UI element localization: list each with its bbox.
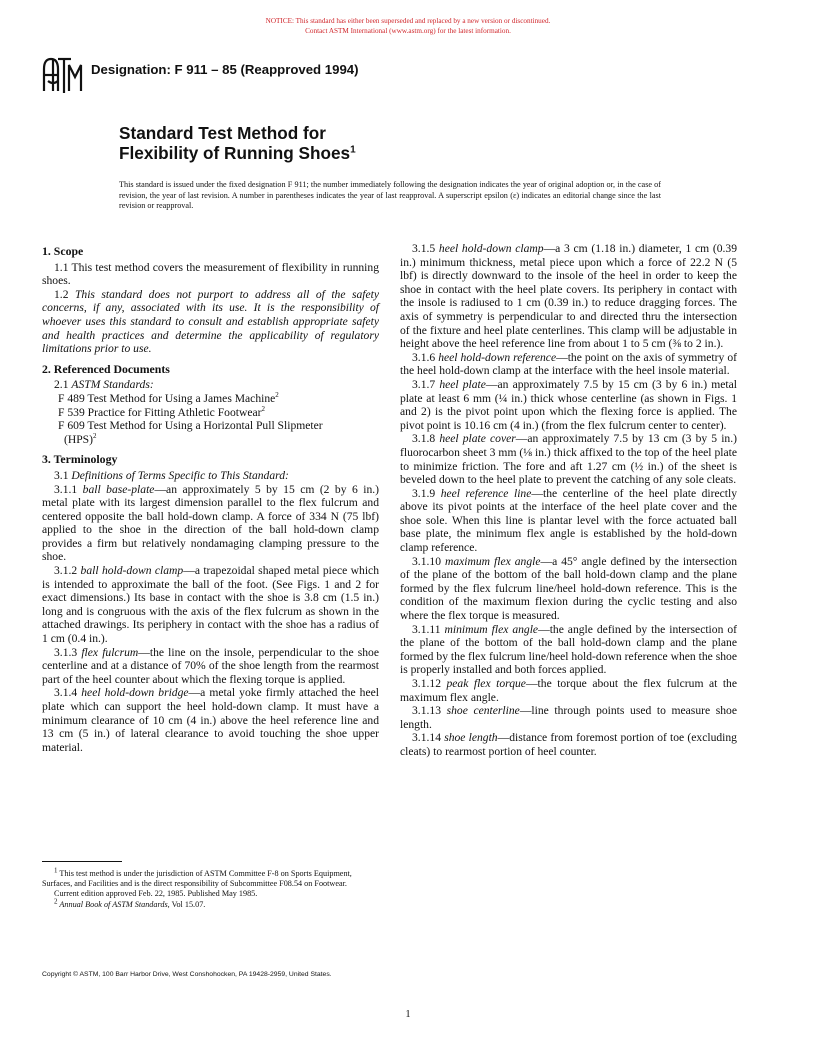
reference-item-continuation: (HPS)$^2$ — [64, 431, 97, 446]
right-column — [400, 242, 737, 759]
designation: Designation: F 911 – 85 (Reapproved 1994) — [91, 62, 359, 77]
paragraph-1-2: 1.2 This standard does not purport to address all of the safety concerns, if any, associated with its use. It is the responsibility of whoever uses this standard to consult and establish appropriate safety and health practices and determine the applicability of regulatory limitations prior to use. — [42, 287, 380, 356]
definition-3-1-11: 3.1.11 minimum flex angle—the angle defined by the intersection of the plane of the bottom of the ball hold-down clamp and the plane formed by the flex fulcrum line/heel hold-down reference when the shoe is properly installed and both forces applied. — [400, 622, 737, 677]
definition-3-1-10: 3.1.10 maximum flex angle—a 45° angle defined by the intersection of the plane of the bottom of the ball hold-down clamp and the plane formed by the flex fulcrum line/heel hold-down reference. This is the condition of the maximum flexion during the cyclic testing and also where the flex torque is measured. — [400, 554, 737, 623]
copyright-line: Copyright © ASTM, 100 Barr Harbor Drive, West Conshohocken, PA 19428-2959, United States. — [42, 971, 332, 978]
definition-3-1-1: 3.1.1 ball base-plate—an approximately 5 by 15 cm (2 by 6 in.) metal plate with its largest dimension parallel to the flex fulcrum and centered opposite the ball hold-down clamp. A force of 334 N (75 lbf) applied to the shoe in the direction of the ball hold-down clamp provides a firm but relatively nondamaging clamping pressure to the shoe. — [42, 482, 380, 564]
issuance-statement: This standard is issued under the fixed designation F 911; the number immediately following the designation indicates the year of original adoption or, in the case of revision, the year of last revision. A number in parentheses indicates the year of last reapproval. A superscript epsilon (ε) indicates an editorial change since the last revision or reapproval. — [119, 180, 661, 210]
title-line-2: Flexibility of Running Shoes$^1$ — [119, 143, 356, 163]
reference-item: F 489 Test Method for Using a James Machine$^2$ — [58, 391, 279, 405]
section-heading-referenced-documents: 2. Referenced Documents — [42, 361, 170, 376]
reference-item: F 609 Test Method for Using a Horizontal Pull Slipmeter — [58, 419, 323, 433]
document-title — [119, 123, 356, 163]
definition-3-1-7: 3.1.7 heel plate—an approximately 7.5 by 15 cm (3 by 6 in.) metal plate at least 6 mm (¼ in.) thick whose centerline (as shown in Figs. 1 and 2) is the pivot point upon which the flexing force is applied. The pivot point is 10.16 cm (4 in.) (from the flex fulcrum center to center). — [400, 377, 738, 432]
left-column — [42, 242, 379, 754]
definition-3-1-9: 3.1.9 heel reference line—the centerline of the heel plate directly above its pivot points at the interface of the heel plate cover and the shoe sole. When this line is plantar level with the force actuated ball base plate, the minimum flex angle is established by the hold-down clamp reference. — [400, 486, 738, 555]
paragraph-3-1: 3.1 Definitions of Terms Specific to This Standard: — [54, 468, 289, 482]
supersede-notice — [0, 16, 816, 36]
definition-3-1-14: 3.1.14 shoe length—distance from foremost portion of toe (excluding cleats) to rearmost portion of heel counter. — [400, 731, 737, 758]
footnote-2: $^2$ Annual Book of ASTM Standards, Vol 15.07. — [54, 896, 206, 909]
notice-line-2: Contact ASTM International (www.astm.org) for the latest information. — [305, 27, 511, 35]
footnote-1: $^1$ This test method is under the jurisdiction of ASTM Committee F-8 on Sports Equipment, Surfaces, and Facilities and is the direct responsibility of Subcommittee F08.54 on Footwear. — [42, 866, 352, 889]
definition-3-1-6: 3.1.6 heel hold-down reference—the point on the axis of symmetry of the heel hold-down clamp at the interface with the heel insole material. — [400, 350, 737, 378]
page-number: 1 — [405, 1009, 411, 1020]
title-footnote-mark: 1 — [350, 144, 356, 156]
reference-item: F 539 Practice for Fitting Athletic Footwear$^2$ — [58, 404, 266, 419]
footnote-divider — [42, 861, 122, 862]
definition-3-1-13: 3.1.13 shoe centerline—line through points used to measure shoe length. — [400, 704, 737, 731]
definition-3-1-2: 3.1.2 ball hold-down clamp—a trapezoidal shaped metal piece which is intended to approximate the ball of the foot. (See Figs. 1 and 2 for exact dimensions.) Its base in contact with the shoe is 3.8 cm (1.5 in.) long and is congruous with the axis of the flex fulcrum as shown in the attached drawings. Its periphery in contact with the shoe has a radius of 1 cm (0.4 in.). — [42, 564, 379, 646]
title-line-1: Standard Test Method for — [119, 123, 326, 143]
section-heading-scope: 1. Scope — [42, 244, 84, 258]
paragraph-1-1: 1.1 This test method covers the measurement of flexibility in running shoes. — [42, 260, 379, 288]
section-heading-terminology: 3. Terminology — [42, 452, 118, 467]
astm-logo — [41, 55, 83, 100]
definition-3-1-12: 3.1.12 peak flex torque—the torque about the flex fulcrum at the maximum flex angle. — [400, 677, 737, 704]
definition-3-1-4: 3.1.4 heel hold-down bridge—a metal yoke firmly attached the heel plate which can support the heel hold-down clamp. It must have a minimum clearance of 10 cm (4 in.) above the heel reference line and 13 cm (5 in.) of lateral clearance to avoid touching the shoe upper material. — [42, 686, 379, 754]
footnote-1-approval: Current edition approved Feb. 22, 1985. Published May 1985. — [54, 889, 258, 899]
notice-line-1: NOTICE: This standard has either been superseded and replaced by a new version or discontinued. — [265, 17, 551, 25]
definition-3-1-3: 3.1.3 flex fulcrum—the line on the insole, perpendicular to the shoe centerline and at a distance of 70% of the shoe length from the rearmost part of the heel counter about which the flexing torque is applied. — [42, 645, 379, 686]
astm-logo-mark — [41, 55, 83, 95]
definition-3-1-5: 3.1.5 heel hold-down clamp—a 3 cm (1.18 in.) diameter, 1 cm (0.39 in.) minimum thickness, metal piece upon which a force of 22.2 N (5 lbf) is directly downward to the insole of the heel in order to keep the shoe in contact with the heel plate covers. Its periphery in contact with the insole is radiused to 1 cm (0.39 in.) to reduce dragging forces. The axis of symmetry is perpendicular to and directed thru the intersection of the fixture and heel plate centerlines. This clamp will be adjustable in height above the heel reference line from about 1 to 5 cm (⅜ to 2 in.). — [400, 242, 737, 351]
paragraph-2-1: 2.1 ASTM Standards: — [54, 378, 154, 392]
footnotes — [42, 866, 379, 910]
definition-3-1-8: 3.1.8 heel plate cover—an approximately 7.5 by 13 cm (3 by 5 in.) fluorocarbon sheet 3 mm (⅛ in.) thick affixed to the top of the heel plate to minimize friction. The fore and aft 1.27 cm (½ in.) of the sheet is beveled down to the heel plate to prevent the catching of any sole cleats. — [400, 432, 737, 487]
